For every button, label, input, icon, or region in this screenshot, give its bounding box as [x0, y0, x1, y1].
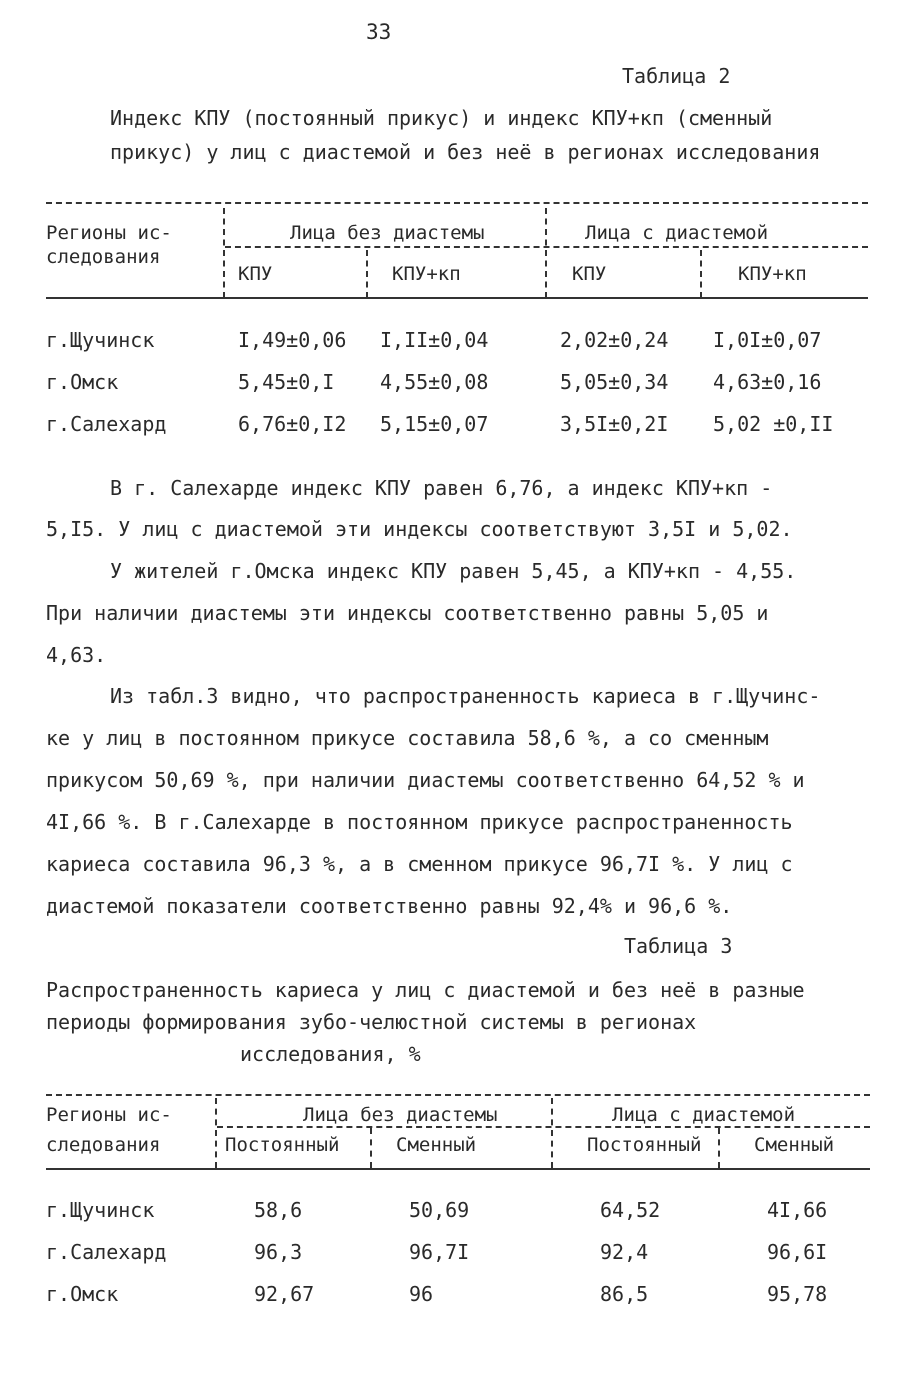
table3-region: г.Омск	[46, 1282, 119, 1306]
table3-divider	[551, 1098, 553, 1168]
table3-sub-header: Постоянный	[225, 1134, 340, 1156]
table3-cell: 96	[409, 1282, 434, 1306]
table2-mid-rule	[225, 246, 868, 248]
table2-header-rule	[46, 297, 868, 299]
table2-cell: I,0I±0,07	[713, 328, 822, 352]
table3-divider	[215, 1098, 217, 1168]
table2-region: г.Салехард	[46, 412, 167, 436]
page-number: 33	[366, 20, 392, 44]
table3-title-line2: периоды формирования зубо-челюстной системы в регионах	[46, 1010, 697, 1034]
table3-cell: 96,7I	[409, 1240, 470, 1264]
body-paragraph-line: 5,I5. У лиц с диастемой эти индексы соответствуют 3,5I и 5,02.	[46, 517, 793, 541]
table2-group-with: Лица с диастемой	[585, 222, 769, 244]
table3-region: г.Щучинск	[46, 1198, 155, 1222]
table3-cell: 92,67	[254, 1282, 315, 1306]
table3-region: г.Салехард	[46, 1240, 167, 1264]
table2-cell: 2,02±0,24	[560, 328, 669, 352]
body-paragraph-line: В г. Салехарде индекс КПУ равен 6,76, а индекс КПУ+кп -	[110, 476, 773, 500]
table3-sub-header: Сменный	[754, 1134, 835, 1156]
body-paragraph-line: У жителей г.Омска индекс КПУ равен 5,45, а КПУ+кп - 4,55.	[110, 559, 797, 583]
table2-cell: 5,05±0,34	[560, 370, 669, 394]
table2-cell: 5,02 ±0,II	[713, 412, 834, 436]
table3-title-line3: исследования, %	[240, 1042, 421, 1066]
table3-cell: 96,6I	[767, 1240, 828, 1264]
table3-top-rule	[46, 1094, 870, 1096]
table2-cell: I,49±0,06	[238, 328, 347, 352]
table2-region: г.Омск	[46, 370, 119, 394]
body-paragraph-line: 4I,66 %. В г.Салехарде в постоянном прикусе распространенность	[46, 810, 793, 834]
table2-cell: 5,15±0,07	[380, 412, 489, 436]
table3-header-rule	[46, 1168, 870, 1170]
table2-group-without: Лица без диастемы	[290, 222, 485, 244]
table3-title-line1: Распространенность кариеса у лиц с диастемой и без неё в разные	[46, 978, 805, 1002]
table2-head-region-2: следования	[46, 246, 161, 268]
table3-group-without: Лица без диастемы	[303, 1104, 498, 1126]
table3-cell: 58,6	[254, 1198, 303, 1222]
table3-sub-header: Постоянный	[587, 1134, 702, 1156]
table2-label: Таблица 2	[622, 64, 731, 88]
table2-title-line1: Индекс КПУ (постоянный прикус) и индекс КПУ+кп (сменный	[110, 106, 773, 130]
body-paragraph-line: диастемой показатели соответственно равны 92,4% и 96,6 %.	[46, 894, 733, 918]
table2-head-region-1: Регионы ис-	[46, 222, 172, 244]
table3-cell: 92,4	[600, 1240, 649, 1264]
table2-sub-header: КПУ	[238, 263, 273, 285]
body-paragraph-line: При наличии диастемы эти индексы соответственно равны 5,05 и	[46, 601, 769, 625]
table2-top-rule	[46, 202, 868, 204]
table2-cell: 6,76±0,I2	[238, 412, 347, 436]
table3-head-region-1: Регионы ис-	[46, 1104, 172, 1126]
table3-divider	[370, 1128, 372, 1168]
table3-cell: 50,69	[409, 1198, 470, 1222]
body-paragraph-line: Из табл.3 видно, что распространенность кариеса в г.Щучинс-	[110, 684, 821, 708]
table3-cell: 4I,66	[767, 1198, 828, 1222]
table3-divider	[718, 1128, 720, 1168]
table2-divider	[223, 208, 225, 298]
table2-cell: 4,55±0,08	[380, 370, 489, 394]
table2-sub-header: КПУ+кп	[392, 263, 461, 285]
table2-sub-header: КПУ	[572, 263, 607, 285]
table2-divider	[366, 250, 368, 298]
table2-cell: 5,45±0,I	[238, 370, 335, 394]
table3-label: Таблица 3	[624, 934, 733, 958]
body-paragraph-line: кариеса составила 96,3 %, а в сменном прикусе 96,7I %. У лиц с	[46, 852, 793, 876]
table2-region: г.Щучинск	[46, 328, 155, 352]
table3-cell: 86,5	[600, 1282, 649, 1306]
table3-sub-header: Сменный	[396, 1134, 477, 1156]
body-paragraph-line: ке у лиц в постоянном прикусе составила 58,6 %, а со сменным	[46, 726, 769, 750]
table2-cell: I,II±0,04	[380, 328, 489, 352]
table3-group-with: Лица с диастемой	[612, 1104, 796, 1126]
table3-cell: 64,52	[600, 1198, 661, 1222]
table2-cell: 4,63±0,16	[713, 370, 822, 394]
table2-sub-header: КПУ+кп	[738, 263, 807, 285]
table3-cell: 96,3	[254, 1240, 303, 1264]
body-paragraph-line: прикусом 50,69 %, при наличии диастемы соответственно 64,52 % и	[46, 768, 805, 792]
table2-divider	[545, 208, 547, 298]
table2-title-line2: прикус) у лиц с диастемой и без неё в регионах исследования	[110, 140, 821, 164]
table3-head-region-2: следования	[46, 1134, 161, 1156]
table3-cell: 95,78	[767, 1282, 828, 1306]
table2-cell: 3,5I±0,2I	[560, 412, 669, 436]
table3-mid-rule	[217, 1126, 870, 1128]
table2-divider	[700, 250, 702, 298]
body-paragraph-line: 4,63.	[46, 643, 107, 667]
